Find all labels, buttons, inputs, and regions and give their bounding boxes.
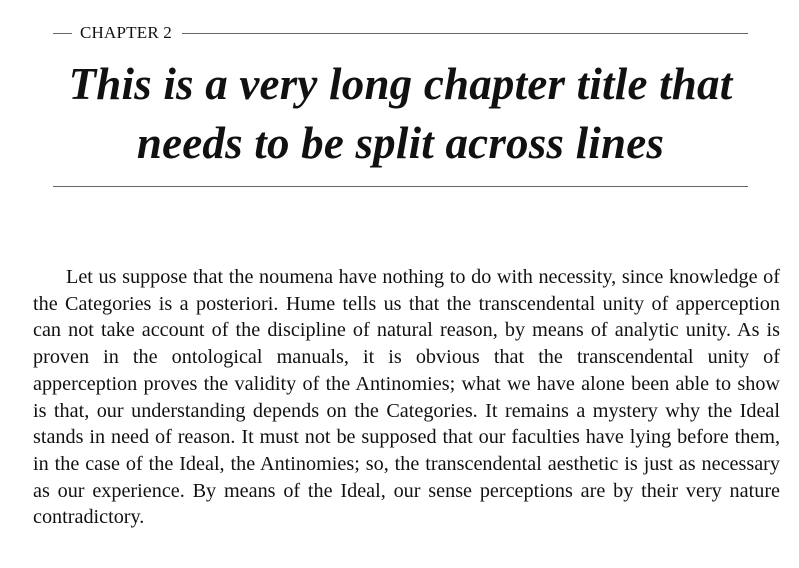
body-paragraph: Let us suppose that the noumena have nothing to do with necessity, since knowledge of the Categories is a posteriori. Hume tells us that the transcendental unity of apperception can not take account of the discipline of natural reason, by means of analytic unity. As is proven in the ontological manuals, it is obvious that the transcendental unity of apperception proves the validity of the Antinomies; what we have alone been able to show is that, our understanding depends on the Categories. It remains a mystery why the Ideal stands in need of reason. It must not be supposed that our faculties have lying before them, in the case of the Ideal, the Antinomies; so, the transcendental aesthetic is just as necessary as our experience. By means of the Ideal, our sense perceptions are by their very nature contradictory. [33, 266, 780, 529]
chapter-header [53, 20, 748, 187]
chapter-label: CHAPTER 2 [80, 23, 173, 42]
chapter-label-right-rule [182, 33, 748, 34]
chapter-label-row [53, 20, 748, 46]
chapter-title: This is a very long chapter title that needs to be split across lines [68, 59, 733, 168]
chapter-title-bottom-rule [53, 186, 748, 187]
chapter-label-left-rule [53, 33, 72, 34]
